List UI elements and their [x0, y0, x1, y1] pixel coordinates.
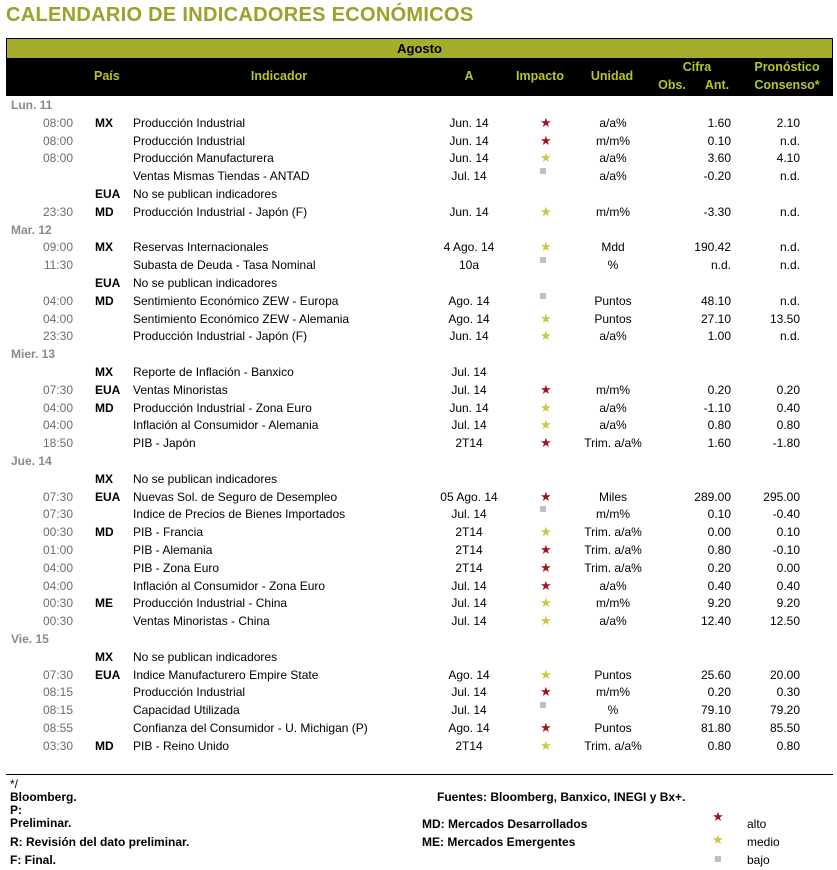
previous-value: 289.00 [694, 489, 731, 504]
previous-value: 0.20 [707, 382, 731, 397]
indicator-name: Producción Industrial - Japón (F) [133, 329, 308, 344]
star-icon: ★ [712, 832, 724, 847]
legend-label-alto: alto [747, 817, 767, 831]
unit: Miles [598, 489, 627, 504]
unit: m/m% [596, 685, 630, 700]
day-label: Mier. 13 [11, 347, 56, 362]
period: Jul. 14 [451, 169, 487, 184]
release-time: 08:00 [42, 133, 73, 148]
period: 2T14 [455, 436, 483, 451]
country-code: MX [95, 364, 113, 379]
consensus-value: 0.80 [776, 738, 800, 753]
footnote-p-label: P: [10, 803, 22, 817]
unit: Trim. a/a% [584, 436, 642, 451]
country-code: MX [95, 649, 113, 664]
release-time: 07:30 [42, 489, 73, 504]
release-time: 23:30 [42, 204, 73, 219]
previous-value: 1.60 [707, 436, 731, 451]
unit: a/a% [599, 418, 627, 433]
day-row [6, 346, 833, 364]
indicator-name: Confianza del Consumidor - U. Michigan (P) [133, 720, 368, 735]
table-row: 08:00 MX Producción Industrial Jun. 14 a/a% 1.60 2.10 ★ [6, 115, 833, 133]
unit: m/m% [596, 596, 630, 611]
period: Ago. 14 [448, 667, 490, 682]
release-time: 09:00 [42, 240, 73, 255]
release-time: 08:15 [42, 703, 73, 718]
country-code: EUA [95, 275, 121, 290]
indicator-name: Indice Manufacturero Empire State [133, 667, 319, 682]
indicator-name: Inflación al Consumidor - Zona Euro [133, 578, 326, 593]
legend-label-bajo: bajo [747, 853, 770, 867]
indicator-name: PIB - Reino Unido [133, 738, 230, 753]
previous-value: 0.40 [707, 578, 731, 593]
month-header: Agosto [6, 38, 833, 59]
table-row: 04:00 Sentimiento Económico ZEW - Alemania Ago. 14 Puntos 27.10 13.50 ★ [6, 311, 833, 329]
day-row [6, 631, 833, 649]
country-code: ME [95, 596, 113, 611]
indicator-name: PIB - Zona Euro [133, 560, 220, 575]
header-impact: Impacto [516, 69, 564, 83]
table-row [6, 186, 833, 204]
header-to: A [464, 69, 474, 83]
unit: a/a% [599, 614, 627, 629]
table-row: 04:00 MD Producción Industrial - Zona Euro Jun. 14 a/a% -1.10 0.40 ★ [6, 400, 833, 418]
unit: m/m% [596, 204, 630, 219]
consensus-value: n.d. [779, 240, 800, 255]
footnote-p-text: Preliminar. [10, 816, 72, 830]
period: 4 Ago. 14 [443, 240, 495, 255]
country-code: MD [95, 293, 114, 308]
consensus-value: n.d. [779, 329, 800, 344]
previous-value: -3.30 [703, 204, 731, 219]
table-row: 04:00 Inflación al Consumidor - Alemania Jul. 14 a/a% 0.80 0.80 ★ [6, 417, 833, 435]
star-icon: ★ [712, 809, 724, 824]
indicator-name: Indice de Precios de Bienes Importados [133, 507, 346, 522]
period: Jun. 14 [449, 115, 489, 130]
previous-value: 27.10 [700, 311, 731, 326]
table-row: 04:00 PIB - Zona Euro 2T14 Trim. a/a% 0.20 0.00 ★ [6, 560, 833, 578]
unit: Trim. a/a% [584, 542, 642, 557]
indicator-name: Producción Industrial [133, 685, 246, 700]
release-time: 01:00 [42, 542, 73, 557]
table-row: 08:00 Producción Industrial Jun. 14 m/m% 0.10 n.d. ★ [6, 133, 833, 151]
previous-value: 1.00 [707, 329, 731, 344]
unit: Mdd [601, 240, 625, 255]
previous-value: 9.20 [707, 596, 731, 611]
previous-value: 0.20 [707, 685, 731, 700]
indicator-name: Producción Industrial [133, 115, 246, 130]
indicator-name: Producción Manufacturera [133, 151, 274, 166]
release-time: 07:30 [42, 382, 73, 397]
unit: a/a% [599, 151, 627, 166]
table-row [6, 275, 833, 293]
previous-value: 0.00 [707, 525, 731, 540]
consensus-value: n.d. [779, 169, 800, 184]
release-time: 18:50 [42, 436, 73, 451]
day-label: Jue. 14 [11, 453, 52, 468]
period: 2T14 [455, 525, 483, 540]
unit: a/a% [599, 115, 627, 130]
release-time: 08:55 [42, 720, 73, 735]
footnote-source: Bloomberg. [10, 790, 77, 804]
unit: Puntos [594, 720, 632, 735]
period: Jun. 14 [449, 400, 489, 415]
consensus-value: 0.40 [776, 400, 800, 415]
indicator-name: Ventas Mismas Tiendas - ANTAD [133, 169, 310, 184]
release-time: 00:30 [42, 596, 73, 611]
period: Jun. 14 [449, 204, 489, 219]
indicator-name: No se publican indicadores [133, 471, 278, 486]
page-title: CALENDARIO DE INDICADORES ECONÓMICOS [6, 4, 474, 26]
country-code: MD [95, 738, 114, 753]
header-figure: Cifra [682, 60, 712, 74]
day-label: Mar. 12 [11, 222, 52, 237]
table-row: 08:15 Producción Industrial Jul. 14 m/m% 0.20 0.30 ★ [6, 684, 833, 702]
period: 05 Ago. 14 [440, 489, 498, 504]
indicator-name: Sentimiento Económico ZEW - Alemania [133, 311, 350, 326]
unit: Trim. a/a% [584, 560, 642, 575]
country-code: MX [95, 115, 113, 130]
consensus-value: n.d. [779, 293, 800, 308]
table-row [6, 506, 833, 524]
unit: % [607, 258, 619, 273]
footnote-me: ME: Mercados Emergentes [422, 835, 576, 849]
consensus-value: 20.00 [769, 667, 800, 682]
unit: a/a% [599, 400, 627, 415]
day-label: Vie. 15 [11, 631, 49, 646]
table-row: 03:30 MD PIB - Reino Unido 2T14 Trim. a/a% 0.80 0.80 ★ [6, 738, 833, 756]
consensus-value: 79.20 [769, 703, 800, 718]
table-row: 07:30 EUA Indice Manufacturero Empire State Ago. 14 Puntos 25.60 20.00 ★ [6, 667, 833, 685]
period: 2T14 [455, 738, 483, 753]
previous-value: 12.40 [700, 614, 731, 629]
table-row: 08:00 Producción Manufacturera Jun. 14 a/a% 3.60 4.10 ★ [6, 150, 833, 168]
period: Jul. 14 [451, 507, 487, 522]
consensus-value: 2.10 [776, 115, 800, 130]
consensus-value: n.d. [779, 204, 800, 219]
period: Jul. 14 [451, 578, 487, 593]
release-time: 04:00 [42, 560, 73, 575]
indicator-name: Ventas Minoristas [133, 382, 228, 397]
release-time: 07:30 [42, 667, 73, 682]
unit: a/a% [599, 578, 627, 593]
country-code: EUA [95, 382, 121, 397]
consensus-value: 0.40 [776, 578, 800, 593]
table-row [6, 471, 833, 489]
unit: Puntos [594, 667, 632, 682]
table-row: 00:30 MD PIB - Francia 2T14 Trim. a/a% 0.00 0.10 ★ [6, 524, 833, 542]
country-code: EUA [95, 667, 121, 682]
country-code: EUA [95, 489, 121, 504]
unit: m/m% [596, 507, 630, 522]
unit: m/m% [596, 382, 630, 397]
header-obs: Obs. [658, 78, 686, 92]
table-row: 04:00 Inflación al Consumidor - Zona Euro Jul. 14 a/a% 0.40 0.40 ★ [6, 578, 833, 596]
header-forecast: Pronóstico [754, 60, 820, 74]
release-time: 08:00 [42, 151, 73, 166]
country-code: MX [95, 240, 113, 255]
period: Jul. 14 [451, 614, 487, 629]
release-time: 11:30 [43, 258, 73, 273]
header-prev: Ant. [704, 78, 730, 92]
table-header [6, 59, 833, 96]
previous-value: 48.10 [700, 293, 731, 308]
unit: a/a% [599, 169, 627, 184]
consensus-value: 4.10 [776, 151, 800, 166]
table-row: 07:30 EUA Nuevas Sol. de Seguro de Desempleo 05 Ago. 14 Miles 289.00 295.00 ★ [6, 489, 833, 507]
consensus-value: -0.40 [772, 507, 800, 522]
period: Jun. 14 [449, 151, 489, 166]
release-time: 03:30 [42, 738, 73, 753]
legend-label-medio: medio [747, 835, 780, 849]
period: Jul. 14 [451, 703, 487, 718]
consensus-value: 0.10 [776, 525, 800, 540]
table-row [6, 702, 833, 720]
unit: Puntos [594, 293, 632, 308]
period: Ago. 14 [448, 311, 490, 326]
period: Jul. 14 [451, 382, 487, 397]
period: 2T14 [455, 542, 483, 557]
day-row [6, 453, 833, 471]
unit: Puntos [594, 311, 632, 326]
indicator-name: PIB - Francia [133, 525, 204, 540]
indicator-name: Reservas Internacionales [133, 240, 269, 255]
calendar-table-body [6, 97, 833, 755]
table-row: 08:55 Confianza del Consumidor - U. Michigan (P) Ago. 14 Puntos 81.80 85.50 ★ [6, 720, 833, 738]
footer-divider [6, 774, 833, 775]
indicator-name: Nuevas Sol. de Seguro de Desempleo [133, 489, 338, 504]
consensus-value: 12.50 [769, 614, 800, 629]
release-time: 04:00 [42, 418, 73, 433]
table-row [6, 649, 833, 667]
day-row [6, 97, 833, 115]
unit: % [607, 703, 619, 718]
previous-value: 0.20 [707, 560, 731, 575]
consensus-value: 0.30 [776, 685, 800, 700]
unit: Trim. a/a% [584, 525, 642, 540]
footnote-mark: */ [10, 777, 19, 791]
consensus-value: 0.00 [776, 560, 800, 575]
consensus-value: 295.00 [763, 489, 800, 504]
footnote-sources: Fuentes: Bloomberg, Banxico, INEGI y Bx+. [437, 790, 686, 804]
previous-value: 79.10 [700, 703, 731, 718]
release-time: 04:00 [42, 293, 73, 308]
consensus-value: -1.80 [772, 436, 800, 451]
square-icon [711, 852, 725, 870]
footnote-md: MD: Mercados Desarrollados [422, 817, 588, 831]
country-code: MD [95, 400, 114, 415]
period: Jul. 14 [451, 418, 487, 433]
previous-value: -1.10 [703, 400, 731, 415]
consensus-value: 0.80 [776, 418, 800, 433]
release-time: 08:15 [42, 685, 73, 700]
table-row: 23:30 Producción Industrial - Japón (F) Jun. 14 a/a% 1.00 n.d. ★ [6, 328, 833, 346]
table-row: 23:30 MD Producción Industrial - Japón (F) Jun. 14 m/m% -3.30 n.d. ★ [6, 204, 833, 222]
header-consensus: Consenso* [754, 78, 820, 92]
table-row: 09:00 MX Reservas Internacionales 4 Ago. 14 Mdd 190.42 n.d. ★ [6, 239, 833, 257]
consensus-value: 0.20 [776, 382, 800, 397]
indicator-name: Inflación al Consumidor - Alemania [133, 418, 319, 433]
table-row: 00:30 ME Producción Industrial - China Jul. 14 m/m% 9.20 9.20 ★ [6, 595, 833, 613]
indicator-name: Capacidad Utilizada [133, 703, 240, 718]
indicator-name: Ventas Minoristas - China [133, 614, 270, 629]
indicator-name: Producción Industrial [133, 133, 246, 148]
country-code: MD [95, 204, 114, 219]
previous-value: 25.60 [700, 667, 731, 682]
previous-value: 0.80 [707, 738, 731, 753]
consensus-value: n.d. [779, 133, 800, 148]
country-code: MX [95, 471, 113, 486]
indicator-name: No se publican indicadores [133, 186, 278, 201]
table-row: 07:30 EUA Ventas Minoristas Jul. 14 m/m% 0.20 0.20 ★ [6, 382, 833, 400]
consensus-value: -0.10 [772, 542, 800, 557]
period: Jun. 14 [449, 133, 489, 148]
consensus-value: 85.50 [769, 720, 800, 735]
release-time: 08:00 [42, 115, 73, 130]
previous-value: n.d. [710, 258, 731, 273]
indicator-name: No se publican indicadores [133, 275, 278, 290]
release-time: 07:30 [42, 507, 73, 522]
period: 2T14 [455, 560, 483, 575]
header-unit: Unidad [590, 69, 634, 83]
release-time: 04:00 [42, 578, 73, 593]
previous-value: 81.80 [700, 720, 731, 735]
release-time: 00:30 [42, 614, 73, 629]
period: Ago. 14 [448, 720, 490, 735]
indicator-name: Reporte de Inflación - Banxico [133, 364, 294, 379]
release-time: 04:00 [42, 400, 73, 415]
previous-value: 0.10 [707, 133, 731, 148]
previous-value: 190.42 [694, 240, 731, 255]
previous-value: -0.20 [703, 169, 731, 184]
table-row [6, 293, 833, 311]
indicator-name: Sentimiento Económico ZEW - Europa [133, 293, 339, 308]
period: Jul. 14 [451, 596, 487, 611]
previous-value: 0.80 [707, 418, 731, 433]
period: 10a [458, 258, 480, 273]
previous-value: 3.60 [707, 151, 731, 166]
consensus-value: n.d. [779, 258, 800, 273]
table-row: 18:50 PIB - Japón 2T14 Trim. a/a% 1.60 -1.80 ★ [6, 435, 833, 453]
country-code: EUA [95, 186, 121, 201]
consensus-value: 13.50 [769, 311, 800, 326]
day-label: Lun. 11 [11, 98, 53, 112]
indicator-name: Producción Industrial - China [133, 596, 288, 611]
table-row [6, 257, 833, 275]
table-row: 00:30 Ventas Minoristas - China Jul. 14 a/a% 12.40 12.50 ★ [6, 613, 833, 631]
previous-value: 0.10 [707, 507, 731, 522]
header-indicator: Indicador [250, 69, 308, 83]
release-time: 23:30 [42, 329, 73, 344]
country-code: MD [95, 525, 114, 540]
unit: m/m% [596, 133, 630, 148]
period: Ago. 14 [448, 293, 490, 308]
release-time: 04:00 [42, 311, 73, 326]
day-row [6, 222, 833, 240]
table-row: 01:00 PIB - Alemania 2T14 Trim. a/a% 0.80 -0.10 ★ [6, 542, 833, 560]
release-time: 00:30 [42, 525, 73, 540]
consensus-value: 9.20 [776, 596, 800, 611]
indicator-name: Subasta de Deuda - Tasa Nominal [133, 258, 316, 273]
previous-value: 1.60 [707, 115, 731, 130]
period: Jul. 14 [451, 685, 487, 700]
indicator-name: Producción Industrial - Zona Euro [133, 400, 312, 415]
period: Jun. 14 [449, 329, 489, 344]
previous-value: 0.80 [707, 542, 731, 557]
table-row [6, 168, 833, 186]
footnote-r-text: R: Revisión del dato preliminar. [10, 835, 190, 849]
indicator-name: PIB - Japón [133, 436, 196, 451]
unit: Trim. a/a% [584, 738, 642, 753]
header-country: País [94, 69, 120, 83]
indicator-name: PIB - Alemania [133, 542, 213, 557]
indicator-name: No se publican indicadores [133, 649, 278, 664]
footnote-f-text: F: Final. [10, 853, 56, 867]
table-row [6, 364, 833, 382]
unit: a/a% [599, 329, 627, 344]
indicator-name: Producción Industrial - Japón (F) [133, 204, 308, 219]
period: Jul. 14 [451, 364, 487, 379]
